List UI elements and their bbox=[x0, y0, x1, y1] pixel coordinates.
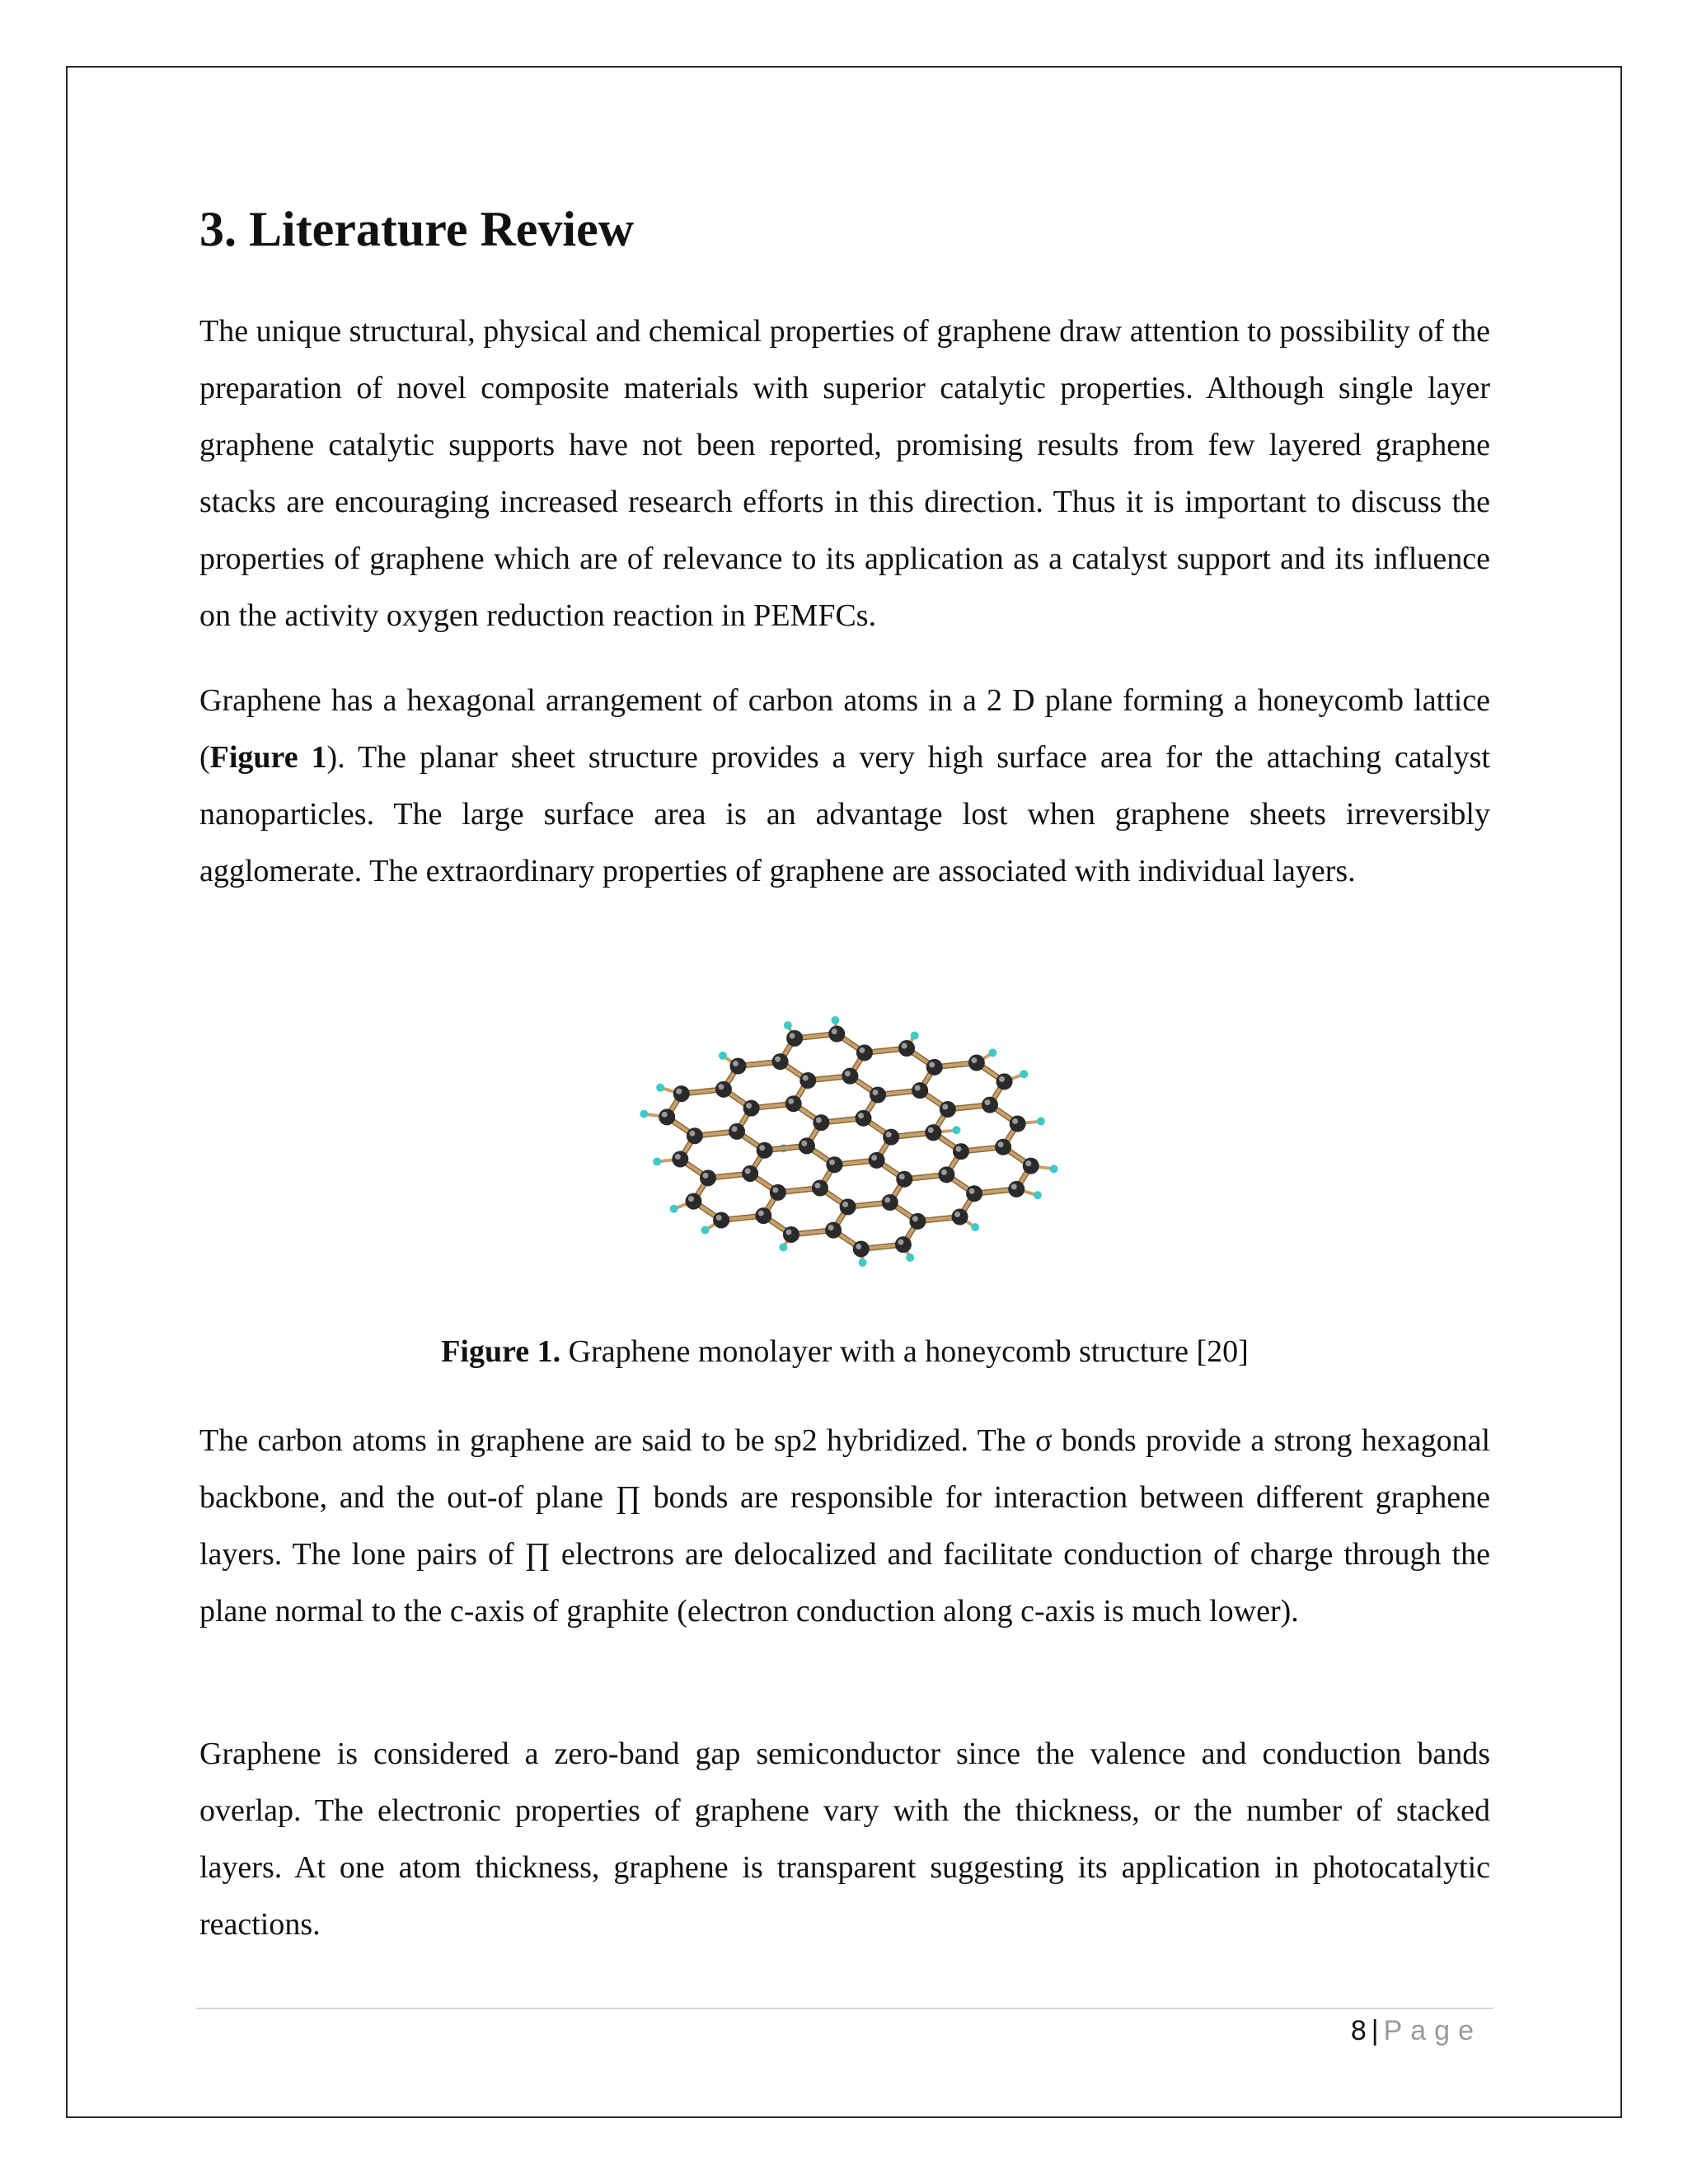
hydrogen-atom bbox=[831, 1016, 839, 1024]
carbon-atom bbox=[786, 1030, 803, 1047]
carbon-atom bbox=[895, 1236, 912, 1253]
carbon-atom bbox=[940, 1101, 956, 1118]
hydrogen-atom bbox=[719, 1052, 727, 1060]
figure-reference: Figure 1 bbox=[209, 740, 327, 775]
carbon-atom-highlight bbox=[772, 1187, 778, 1193]
carbon-atom bbox=[882, 1194, 898, 1211]
carbon-atom-highlight bbox=[912, 1216, 918, 1221]
paragraph-structure bbox=[199, 673, 1490, 900]
hydrogen-atom bbox=[1050, 1165, 1058, 1173]
paragraph-intro: The unique structural, physical and chemical properties of graphene draw attention to possibility of the preparation of novel composite materials with superior catalytic properties. Although single layer graphene catalytic supports have not been reported, promising results from few layered graphene stacks are encouraging increased research efforts in this direction. Thus it is important to discuss the properties of graphene which are of relevance to its application as a catalyst support and its influence on the activity oxygen reduction reaction in PEMFCs. bbox=[199, 314, 1490, 633]
carbon-atom-highlight bbox=[1025, 1160, 1031, 1166]
carbon-atom-highlight bbox=[746, 1103, 752, 1108]
paragraph-structure-text-b: ). The planar sheet structure provides a very high surface area for the attaching catalyst nanoparticles. The large surface area is an advantage lost when graphene sheets irreversibly agglomerate. The extraordinary properties of graphene are associated with individual layers. bbox=[199, 740, 1490, 888]
carbon-atom-highlight bbox=[733, 1061, 738, 1066]
hydrogen-atom bbox=[859, 1258, 867, 1267]
hydrogen-atom bbox=[1037, 1118, 1045, 1126]
page-label: Page bbox=[1383, 2015, 1482, 2046]
carbon-atom bbox=[996, 1073, 1013, 1090]
carbon-atom bbox=[925, 1124, 941, 1141]
carbon-atom bbox=[813, 1114, 829, 1131]
carbon-atom-highlight bbox=[856, 1244, 861, 1249]
carbon-atom bbox=[799, 1137, 815, 1154]
carbon-atom-highlight bbox=[929, 1062, 935, 1067]
carbon-atom bbox=[687, 1127, 703, 1144]
carbon-atom-highlight bbox=[886, 1132, 892, 1137]
hydrogen-atom bbox=[653, 1157, 661, 1165]
carbon-atom-highlight bbox=[969, 1188, 975, 1194]
carbon-atom bbox=[912, 1082, 928, 1099]
carbon-atom bbox=[938, 1166, 954, 1183]
carbon-atom-highlight bbox=[873, 1090, 879, 1095]
carbon-atom bbox=[685, 1193, 701, 1210]
carbon-atom-highlight bbox=[955, 1146, 961, 1152]
carbon-atom bbox=[1008, 1181, 1025, 1197]
carbon-atom bbox=[673, 1085, 690, 1102]
carbon-atom bbox=[700, 1169, 716, 1186]
carbon-atom bbox=[713, 1212, 729, 1228]
carbon-atom-highlight bbox=[1012, 1118, 1018, 1124]
carbon-atom bbox=[995, 1139, 1011, 1155]
carbon-atom-highlight bbox=[971, 1057, 977, 1063]
carbon-atom bbox=[772, 1053, 789, 1070]
carbon-atom bbox=[968, 1055, 985, 1071]
carbon-atom bbox=[856, 1110, 872, 1127]
carbon-atom-highlight bbox=[718, 1084, 724, 1090]
carbon-atom-highlight bbox=[688, 1196, 694, 1202]
carbon-atom bbox=[770, 1184, 786, 1201]
carbon-atom bbox=[755, 1207, 771, 1224]
carbon-atom bbox=[757, 1142, 773, 1159]
carbon-atom bbox=[825, 1222, 842, 1239]
graphene-lattice-illustration bbox=[569, 948, 1129, 1327]
carbon-atom-highlight bbox=[998, 1141, 1004, 1147]
paragraph-hybridization: The carbon atoms in graphene are said to be sp2 hybridized. The σ bonds provide a strong hexagonal backbone, and the out-of plane ∏ bonds are responsible for interaction between different graphene layers. The lone pairs of ∏ electrons are delocalized and facilitate conduction of charge through the plane normal to the c-axis of graphite (electron conduction along c-axis is much lower). bbox=[199, 1423, 1490, 1629]
hydrogen-atom bbox=[906, 1254, 914, 1262]
carbon-atom bbox=[869, 1152, 885, 1169]
carbon-atom bbox=[1023, 1158, 1039, 1174]
page-number: 8 bbox=[1350, 2015, 1367, 2046]
carbon-atom-highlight bbox=[790, 1033, 795, 1038]
carbon-atom bbox=[840, 1198, 856, 1215]
section-heading: 3. Literature Review bbox=[199, 202, 635, 256]
hydrogen-atom bbox=[911, 1031, 919, 1039]
carbon-atom-highlight bbox=[675, 1154, 681, 1160]
carbon-atom-highlight bbox=[828, 1225, 834, 1230]
carbon-atom-highlight bbox=[902, 1043, 907, 1049]
carbon-atom bbox=[982, 1097, 998, 1113]
page-footer bbox=[1351, 2011, 1482, 2050]
carbon-atom bbox=[672, 1151, 688, 1167]
carbon-atom bbox=[909, 1213, 926, 1230]
carbon-atom-highlight bbox=[788, 1099, 794, 1104]
carbon-atom bbox=[715, 1081, 732, 1098]
carbon-atom bbox=[898, 1040, 915, 1057]
carbon-atom bbox=[828, 1026, 845, 1043]
hydrogen-atom bbox=[1034, 1191, 1042, 1199]
carbon-atom-highlight bbox=[662, 1112, 668, 1118]
carbon-atom bbox=[926, 1059, 943, 1076]
footer-separator: | bbox=[1371, 2015, 1379, 2046]
carbon-atom-highlight bbox=[858, 1113, 864, 1118]
carbon-atom bbox=[659, 1108, 675, 1125]
carbon-atom bbox=[842, 1068, 858, 1085]
carbon-atom-highlight bbox=[785, 1229, 791, 1235]
carbon-atom-highlight bbox=[829, 1160, 835, 1165]
carbon-atom-highlight bbox=[842, 1202, 848, 1207]
carbon-atom bbox=[966, 1185, 982, 1202]
carbon-atom bbox=[799, 1072, 816, 1089]
carbon-atom bbox=[953, 1143, 969, 1160]
carbon-atom bbox=[743, 1100, 760, 1117]
figure-caption-label: Figure 1. bbox=[441, 1334, 561, 1369]
carbon-atom-highlight bbox=[758, 1211, 764, 1216]
carbon-atom bbox=[952, 1209, 968, 1226]
hydrogen-atom bbox=[1020, 1070, 1028, 1078]
carbon-atom-highlight bbox=[832, 1029, 837, 1034]
carbon-atom-highlight bbox=[898, 1240, 903, 1245]
carbon-atom-highlight bbox=[716, 1215, 722, 1221]
carbon-atom bbox=[883, 1129, 899, 1146]
carbon-atom-highlight bbox=[703, 1173, 709, 1179]
carbon-atom-highlight bbox=[1011, 1183, 1017, 1189]
carbon-atom bbox=[742, 1165, 758, 1182]
hydrogen-atom bbox=[971, 1223, 979, 1231]
carbon-atom-highlight bbox=[928, 1127, 934, 1133]
carbon-atom bbox=[783, 1226, 799, 1243]
carbon-atom bbox=[812, 1179, 828, 1196]
hydrogen-atom bbox=[784, 1021, 792, 1029]
carbon-atom bbox=[853, 1240, 870, 1257]
carbon-atom bbox=[1010, 1116, 1026, 1132]
carbon-atom-highlight bbox=[816, 1118, 822, 1123]
carbon-atom-highlight bbox=[803, 1076, 809, 1081]
carbon-atom-highlight bbox=[899, 1174, 905, 1179]
carbon-atom-highlight bbox=[941, 1169, 947, 1175]
carbon-atom-highlight bbox=[676, 1089, 682, 1094]
hydrogen-atom bbox=[701, 1226, 710, 1235]
carbon-atom-highlight bbox=[954, 1212, 960, 1217]
carbon-atom-highlight bbox=[859, 1047, 865, 1053]
carbon-atom bbox=[826, 1156, 842, 1173]
carbon-atom-highlight bbox=[759, 1145, 765, 1151]
paragraph-structure-text-a: Graphene has a hexagonal arrangement of carbon atoms in a 2 D plane forming a honeycomb lattice ( bbox=[199, 683, 1490, 775]
carbon-atom-highlight bbox=[775, 1057, 781, 1062]
carbon-atom-highlight bbox=[984, 1099, 990, 1105]
carbon-atom-highlight bbox=[915, 1085, 921, 1091]
carbon-atom-highlight bbox=[689, 1131, 695, 1137]
carbon-atom-highlight bbox=[814, 1183, 820, 1188]
carbon-atom bbox=[729, 1057, 746, 1074]
carbon-atom-highlight bbox=[745, 1168, 751, 1174]
hydrogen-atom bbox=[988, 1048, 996, 1057]
carbon-atom bbox=[785, 1095, 802, 1112]
carbon-atom-highlight bbox=[801, 1141, 807, 1146]
hydrogen-atom bbox=[670, 1205, 678, 1213]
carbon-atom-highlight bbox=[732, 1126, 738, 1132]
carbon-atom bbox=[870, 1087, 886, 1104]
figure-caption bbox=[199, 1327, 1490, 1376]
graphene-figure bbox=[569, 948, 1129, 1327]
hydrogen-atom bbox=[640, 1110, 648, 1118]
carbon-atom-highlight bbox=[942, 1104, 948, 1110]
carbon-atom-highlight bbox=[999, 1076, 1005, 1082]
hydrogen-atom bbox=[656, 1084, 664, 1092]
carbon-atom bbox=[896, 1171, 912, 1188]
figure-caption-text: Graphene monolayer with a honeycomb structure [20] bbox=[560, 1334, 1249, 1369]
carbon-atom bbox=[729, 1123, 745, 1140]
paragraph-band-gap: Graphene is considered a zero-band gap semiconductor since the valence and conduction bands overlap. The electronic properties of graphene vary with the thickness, or the number of stacked layers. At one atom thickness, graphene is transparent suggesting its application in photocatalytic reactions. bbox=[199, 1736, 1490, 1942]
footer-divider bbox=[196, 2008, 1493, 2009]
carbon-atom-highlight bbox=[845, 1071, 851, 1076]
carbon-atom-highlight bbox=[884, 1197, 890, 1202]
hydrogen-atom bbox=[952, 1126, 960, 1134]
carbon-atom-highlight bbox=[871, 1155, 877, 1160]
hydrogen-atom bbox=[779, 1244, 787, 1252]
carbon-atom bbox=[856, 1044, 873, 1061]
